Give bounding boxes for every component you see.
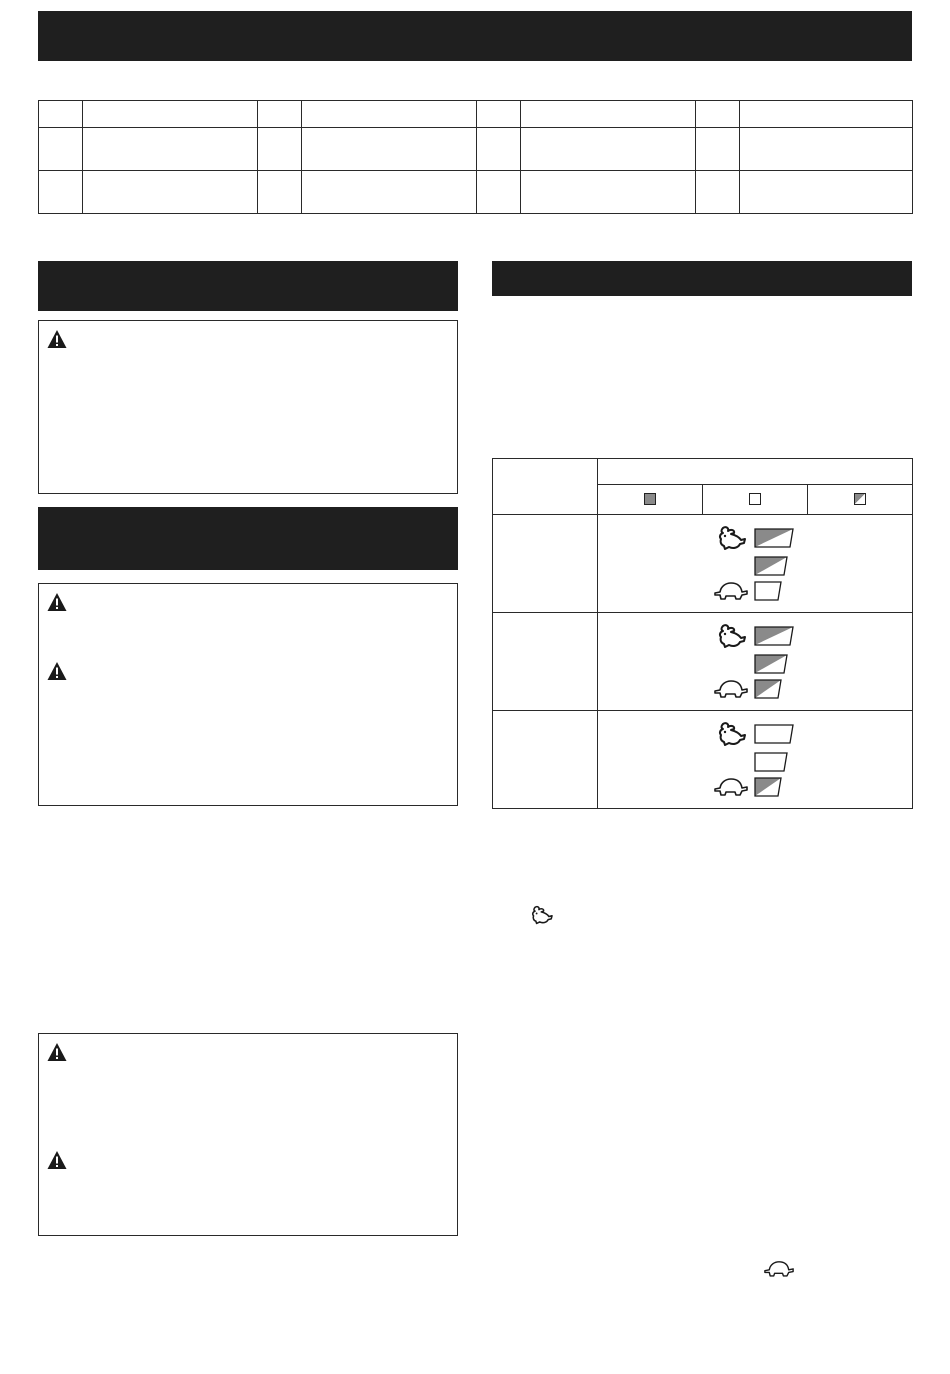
lamp-segment bbox=[754, 751, 788, 772]
legend-off-cell bbox=[703, 485, 808, 515]
warning-box-2 bbox=[38, 583, 458, 806]
mode-label-cell bbox=[493, 515, 598, 613]
table-cell bbox=[740, 101, 913, 128]
table-cell bbox=[302, 101, 477, 128]
table-cell bbox=[39, 171, 83, 214]
rabbit-icon bbox=[530, 905, 554, 925]
table-cell bbox=[258, 101, 302, 128]
lamp-segment bbox=[754, 625, 794, 646]
table-cell bbox=[477, 171, 521, 214]
turtle-icon bbox=[713, 678, 749, 698]
table-cell bbox=[521, 128, 696, 171]
table-row bbox=[39, 101, 913, 128]
warning-triangle-icon bbox=[47, 1150, 67, 1170]
table-cell bbox=[302, 171, 477, 214]
table-cell bbox=[477, 128, 521, 171]
table-cell bbox=[696, 101, 740, 128]
table-cell bbox=[39, 128, 83, 171]
table-row bbox=[39, 171, 913, 214]
turtle-icon bbox=[713, 776, 749, 796]
lamp-off-swatch bbox=[749, 493, 761, 505]
warning-triangle-icon bbox=[47, 1042, 67, 1062]
table-cell bbox=[83, 101, 258, 128]
warning-box-1 bbox=[38, 320, 458, 494]
lamp-segment bbox=[754, 653, 788, 674]
table-row bbox=[493, 459, 913, 485]
table-cell bbox=[302, 128, 477, 171]
table-row bbox=[493, 613, 913, 711]
table-cell bbox=[39, 101, 83, 128]
lamp-segment bbox=[754, 527, 794, 548]
table-row bbox=[493, 515, 913, 613]
table-corner-cell bbox=[493, 459, 598, 515]
lamp-lit-swatch bbox=[644, 493, 656, 505]
parts-table bbox=[38, 100, 913, 214]
warning-triangle-icon bbox=[47, 592, 67, 612]
lamp-segment bbox=[754, 776, 782, 797]
table-row bbox=[39, 128, 913, 171]
lamp-segment bbox=[754, 723, 794, 744]
table-cell bbox=[521, 171, 696, 214]
table-cell bbox=[740, 128, 913, 171]
left-section-header-1 bbox=[38, 261, 458, 311]
right-section-header bbox=[492, 261, 912, 296]
warning-triangle-icon bbox=[47, 329, 67, 349]
legend-half-cell bbox=[808, 485, 913, 515]
mode-label-cell bbox=[493, 711, 598, 809]
table-cell bbox=[83, 128, 258, 171]
table-row bbox=[493, 711, 913, 809]
table-cell bbox=[83, 171, 258, 214]
lamp-half-swatch bbox=[854, 493, 866, 505]
table-cell bbox=[521, 101, 696, 128]
lamp-segment bbox=[754, 580, 782, 601]
left-section-header-2 bbox=[38, 507, 458, 570]
section-header-bar bbox=[38, 11, 912, 61]
table-cell bbox=[258, 128, 302, 171]
rabbit-icon bbox=[717, 721, 747, 747]
warning-box-3 bbox=[38, 1033, 458, 1236]
speed-indicator-table bbox=[492, 458, 913, 809]
legend-lit-cell bbox=[598, 485, 703, 515]
table-cell bbox=[258, 171, 302, 214]
turtle-icon bbox=[764, 1259, 794, 1277]
turtle-icon bbox=[713, 580, 749, 600]
legend-header-cell bbox=[598, 459, 913, 485]
table-cell bbox=[696, 171, 740, 214]
table-cell bbox=[696, 128, 740, 171]
table-cell bbox=[477, 101, 521, 128]
table-cell bbox=[740, 171, 913, 214]
rabbit-icon bbox=[717, 525, 747, 551]
warning-triangle-icon bbox=[47, 661, 67, 681]
lamp-segment bbox=[754, 678, 782, 699]
lamp-segment bbox=[754, 555, 788, 576]
mode-label-cell bbox=[493, 613, 598, 711]
rabbit-icon bbox=[717, 623, 747, 649]
